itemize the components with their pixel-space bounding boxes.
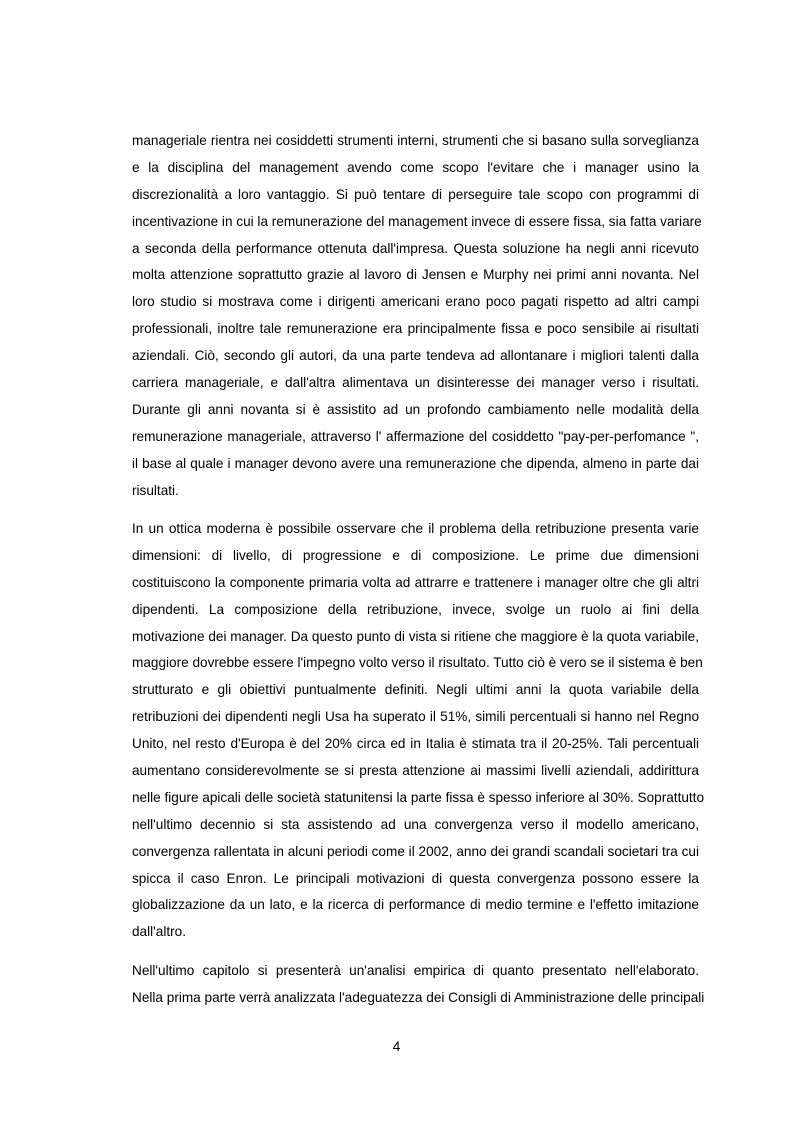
text-line: globalizzazione da un lato, e la ricerca di performance di medio termine e l'effetto imitazione <box>132 897 699 913</box>
text-line: In un ottica moderna è possibile osservare che il problema della retribuzione presenta varie <box>132 520 699 536</box>
text-line: strutturato e gli obiettivi puntualmente definiti. Negli ultimi anni la quota variabile della <box>132 682 699 698</box>
text-line: costituiscono la componente primaria volta ad attrarre e trattenere i manager oltre che gli altri <box>132 574 699 590</box>
paragraph-3 <box>132 958 705 1012</box>
text-line: incentivazione in cui la remunerazione del management invece di essere fissa, sia fatta variare <box>132 213 702 229</box>
text-line: dipendenti. La composizione della retribuzione, invece, svolge un ruolo ai fini della <box>132 601 699 617</box>
paragraph-spacer <box>132 946 699 958</box>
text-line: discrezionalità a loro vantaggio. Si può tentare di perseguire tale scopo con programmi di <box>132 186 699 202</box>
text-line: spicca il caso Enron. Le principali motivazioni di questa convergenza possono essere la <box>132 870 699 886</box>
text-line: nell'ultimo decennio si sta assistendo ad una convergenza verso il modello americano, <box>132 816 699 832</box>
text-line: Unito, nel resto d'Europa è del 20% circa ed in Italia è stimata tra il 20-25%. Tali percentuali <box>132 736 699 752</box>
text-line: loro studio si mostrava come i dirigenti americani erano poco pagati rispetto ad altri campi <box>132 294 699 310</box>
text-line: remunerazione manageriale, attraverso l' affermazione del cosiddetto "pay-per-perfomance ", <box>132 428 699 444</box>
document-body <box>132 128 705 1012</box>
paragraph-2 <box>132 516 705 946</box>
text-line: motivazione dei manager. Da questo punto di vista si ritiene che maggiore è la quota variabile, <box>132 628 699 644</box>
text-line: Durante gli anni novanta si è assistito ad un profondo cambiamento nelle modalità della <box>132 401 699 417</box>
text-line: aumentano considerevolmente se si presta attenzione ai massimi livelli aziendali, addirittura <box>132 762 699 778</box>
text-line: molta attenzione soprattutto grazie al lavoro di Jensen e Murphy nei primi anni novanta. Nel <box>132 267 699 283</box>
text-line: il base al quale i manager devono avere una remunerazione che dipenda, almeno in parte dai <box>132 455 699 471</box>
text-line: dimensioni: di livello, di progressione e di composizione. Le prime due dimensioni <box>132 547 699 563</box>
text-line: nelle figure apicali delle società statunitensi la parte fissa è spesso inferiore al 30%. Soprattutto <box>132 789 705 805</box>
text-line: convergenza rallentata in alcuni periodi come il 2002, anno dei grandi scandali societari tra cui <box>132 843 699 859</box>
page-number: 4 <box>392 1039 401 1054</box>
text-line: professionali, inoltre tale remunerazione era principalmente fissa e poco sensibile ai risultati <box>132 321 699 337</box>
text-line: Nell'ultimo capitolo si presenterà un'analisi empirica di quanto presentato nell'elaborato. <box>132 962 699 978</box>
text-line: maggiore dovrebbe essere l'impegno volto verso il risultato. Tutto ciò è vero se il sistema è ben <box>132 655 703 671</box>
text-line: a seconda della performance ottenuta dall'impresa. Questa soluzione ha negli anni ricevuto <box>132 240 699 256</box>
text-line: aziendali. Ciò, secondo gli autori, da una parte tendeva ad allontanare i migliori talenti dalla <box>132 348 699 364</box>
text-line: manageriale rientra nei cosiddetti strumenti interni, strumenti che si basano sulla sorveglianza <box>132 133 699 148</box>
text-line: Nella prima parte verrà analizzata l'adeguatezza dei Consigli di Amministrazione delle principali <box>132 989 705 1005</box>
paragraph-spacer <box>132 504 699 516</box>
text-line: e la disciplina del management avendo come scopo l'evitare che i manager usino la <box>132 159 699 175</box>
text-line: retribuzioni dei dipendenti negli Usa ha superato il 51%, simili percentuali si hanno nel Regno <box>132 709 699 725</box>
text-line: dall'altro. <box>132 924 186 940</box>
paragraph-1 <box>132 128 702 504</box>
text-line: carriera manageriale, e dall'altra alimentava un disinteresse dei manager verso i risultati. <box>132 375 699 391</box>
text-line: risultati. <box>132 482 179 498</box>
